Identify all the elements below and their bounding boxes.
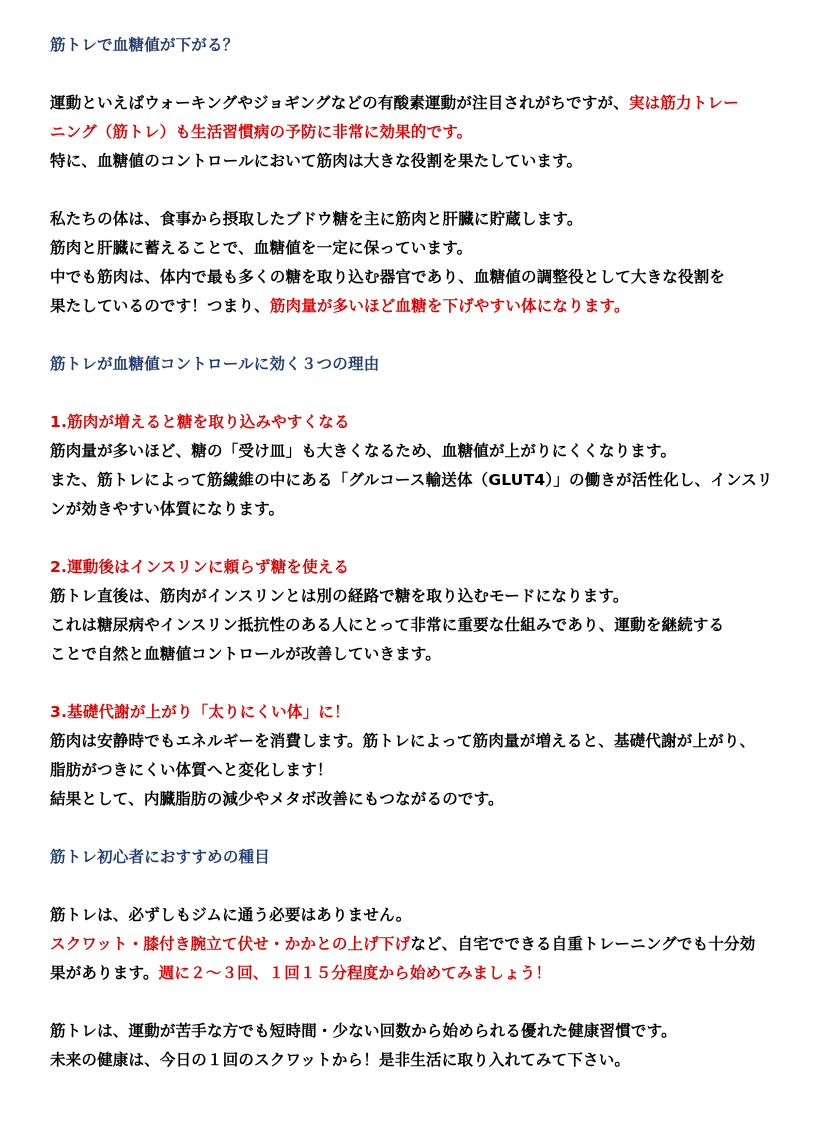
paragraph-line: また、筋トレによって筋繊維の中にある「グルコース輸送体（GLUT4）」の働きが活性化し、インスリ xyxy=(50,471,773,489)
emphasis-text: スクワット・膝付き腕立て伏せ・かかとの上げ下げ xyxy=(50,935,411,953)
reason-1-title: 1.筋肉が増えると糖を取り込みやすくなる xyxy=(50,413,350,431)
paragraph-line xyxy=(50,959,774,988)
reason-3-title: 3.基礎代謝が上がり「太りにくい体」に！ xyxy=(50,703,350,721)
paragraph-line: 筋肉と肝臓に蓄えることで、血糖値を一定に保っています。 xyxy=(50,239,473,257)
body-text: 果があります。 xyxy=(50,964,159,982)
reason-2-title: 2.運動後はインスリンに頼らず糖を使える xyxy=(50,558,350,576)
paragraph-line: 特に、血糖値のコントロールにおいて筋肉は大きな役割を果たしています。 xyxy=(50,152,583,170)
paragraph-line xyxy=(50,292,774,321)
paragraph-line: 未来の健康は、今日の１回のスクワットから！是非生活に取り入れてみて下さい。 xyxy=(50,1051,631,1069)
body-text: 果たしているのです！つまり、 xyxy=(50,297,270,315)
section-heading-beginner-exercises: 筋トレ初心者におすすめの種目 xyxy=(50,848,270,866)
paragraph-line: 筋肉は安静時でもエネルギーを消費します。筋トレによって筋肉量が増えると、基礎代謝が上がり、 xyxy=(50,732,756,750)
paragraph-line: ことで自然と血糖値コントロールが改善していきます。 xyxy=(50,645,441,663)
body-text: 運動といえばウォーキングやジョギングなどの有酸素運動が注目されがちですが、 xyxy=(50,94,629,112)
spacer xyxy=(50,872,774,901)
paragraph-line: 結果として、内臓脂肪の減少やメタボ改善にもつながるのです。 xyxy=(50,790,504,808)
spacer xyxy=(50,60,774,89)
emphasis-text: 筋肉量が多いほど血糖を下げやすい体になります。 xyxy=(269,297,630,315)
spacer xyxy=(50,379,774,408)
spacer xyxy=(50,321,774,350)
emphasis-text: 週に２～３回、１回１５分程度から始めてみましょう！ xyxy=(158,964,552,982)
spacer xyxy=(50,669,774,698)
spacer xyxy=(50,814,774,843)
section-heading-blood-sugar: 筋トレで血糖値が下がる？ xyxy=(50,36,239,54)
emphasis-text: 実は筋力トレー xyxy=(628,94,739,112)
paragraph-line xyxy=(50,930,774,959)
paragraph-line: 筋肉量が多いほど、糖の「受け皿」も大きくなるため、血糖値が上がりにくくなります。 xyxy=(50,442,677,460)
section-heading-three-reasons: 筋トレが血糖値コントロールに効く３つの理由 xyxy=(50,355,380,373)
paragraph-line: 筋トレは、運動が苦手な方でも短時間・少ない回数から始められる優れた健康習慣です。 xyxy=(50,1022,677,1040)
paragraph-line: 筋トレ直後は、筋肉がインスリンとは別の経路で糖を取り込むモードになります。 xyxy=(50,587,629,605)
emphasis-line: ニング（筋トレ）も生活習慣病の予防に非常に効果的です。 xyxy=(50,123,473,141)
spacer xyxy=(50,524,774,553)
paragraph-line: 筋トレは、必ずしもジムに通う必要はありません。 xyxy=(50,906,412,924)
paragraph-line: 脂肪がつきにくい体質へと変化します！ xyxy=(50,761,333,779)
paragraph-line: 私たちの体は、食事から摂取したブドウ糖を主に筋肉と肝臓に貯蔵します。 xyxy=(50,210,583,228)
spacer xyxy=(50,176,774,205)
paragraph-line: ンが効きやすい体質になります。 xyxy=(50,500,285,518)
spacer xyxy=(50,988,774,1017)
body-text: など、自宅でできる自重トレーニングでも十分効 xyxy=(410,935,756,953)
paragraph-line xyxy=(50,89,774,118)
paragraph-line: 中でも筋肉は、体内で最も多くの糖を取り込む器官であり、血糖値の調整役として大きな役割を xyxy=(50,268,726,286)
paragraph-line: これは糖尿病やインスリン抵抗性のある人にとって非常に重要な仕組みであり、運動を継続する xyxy=(50,616,725,634)
